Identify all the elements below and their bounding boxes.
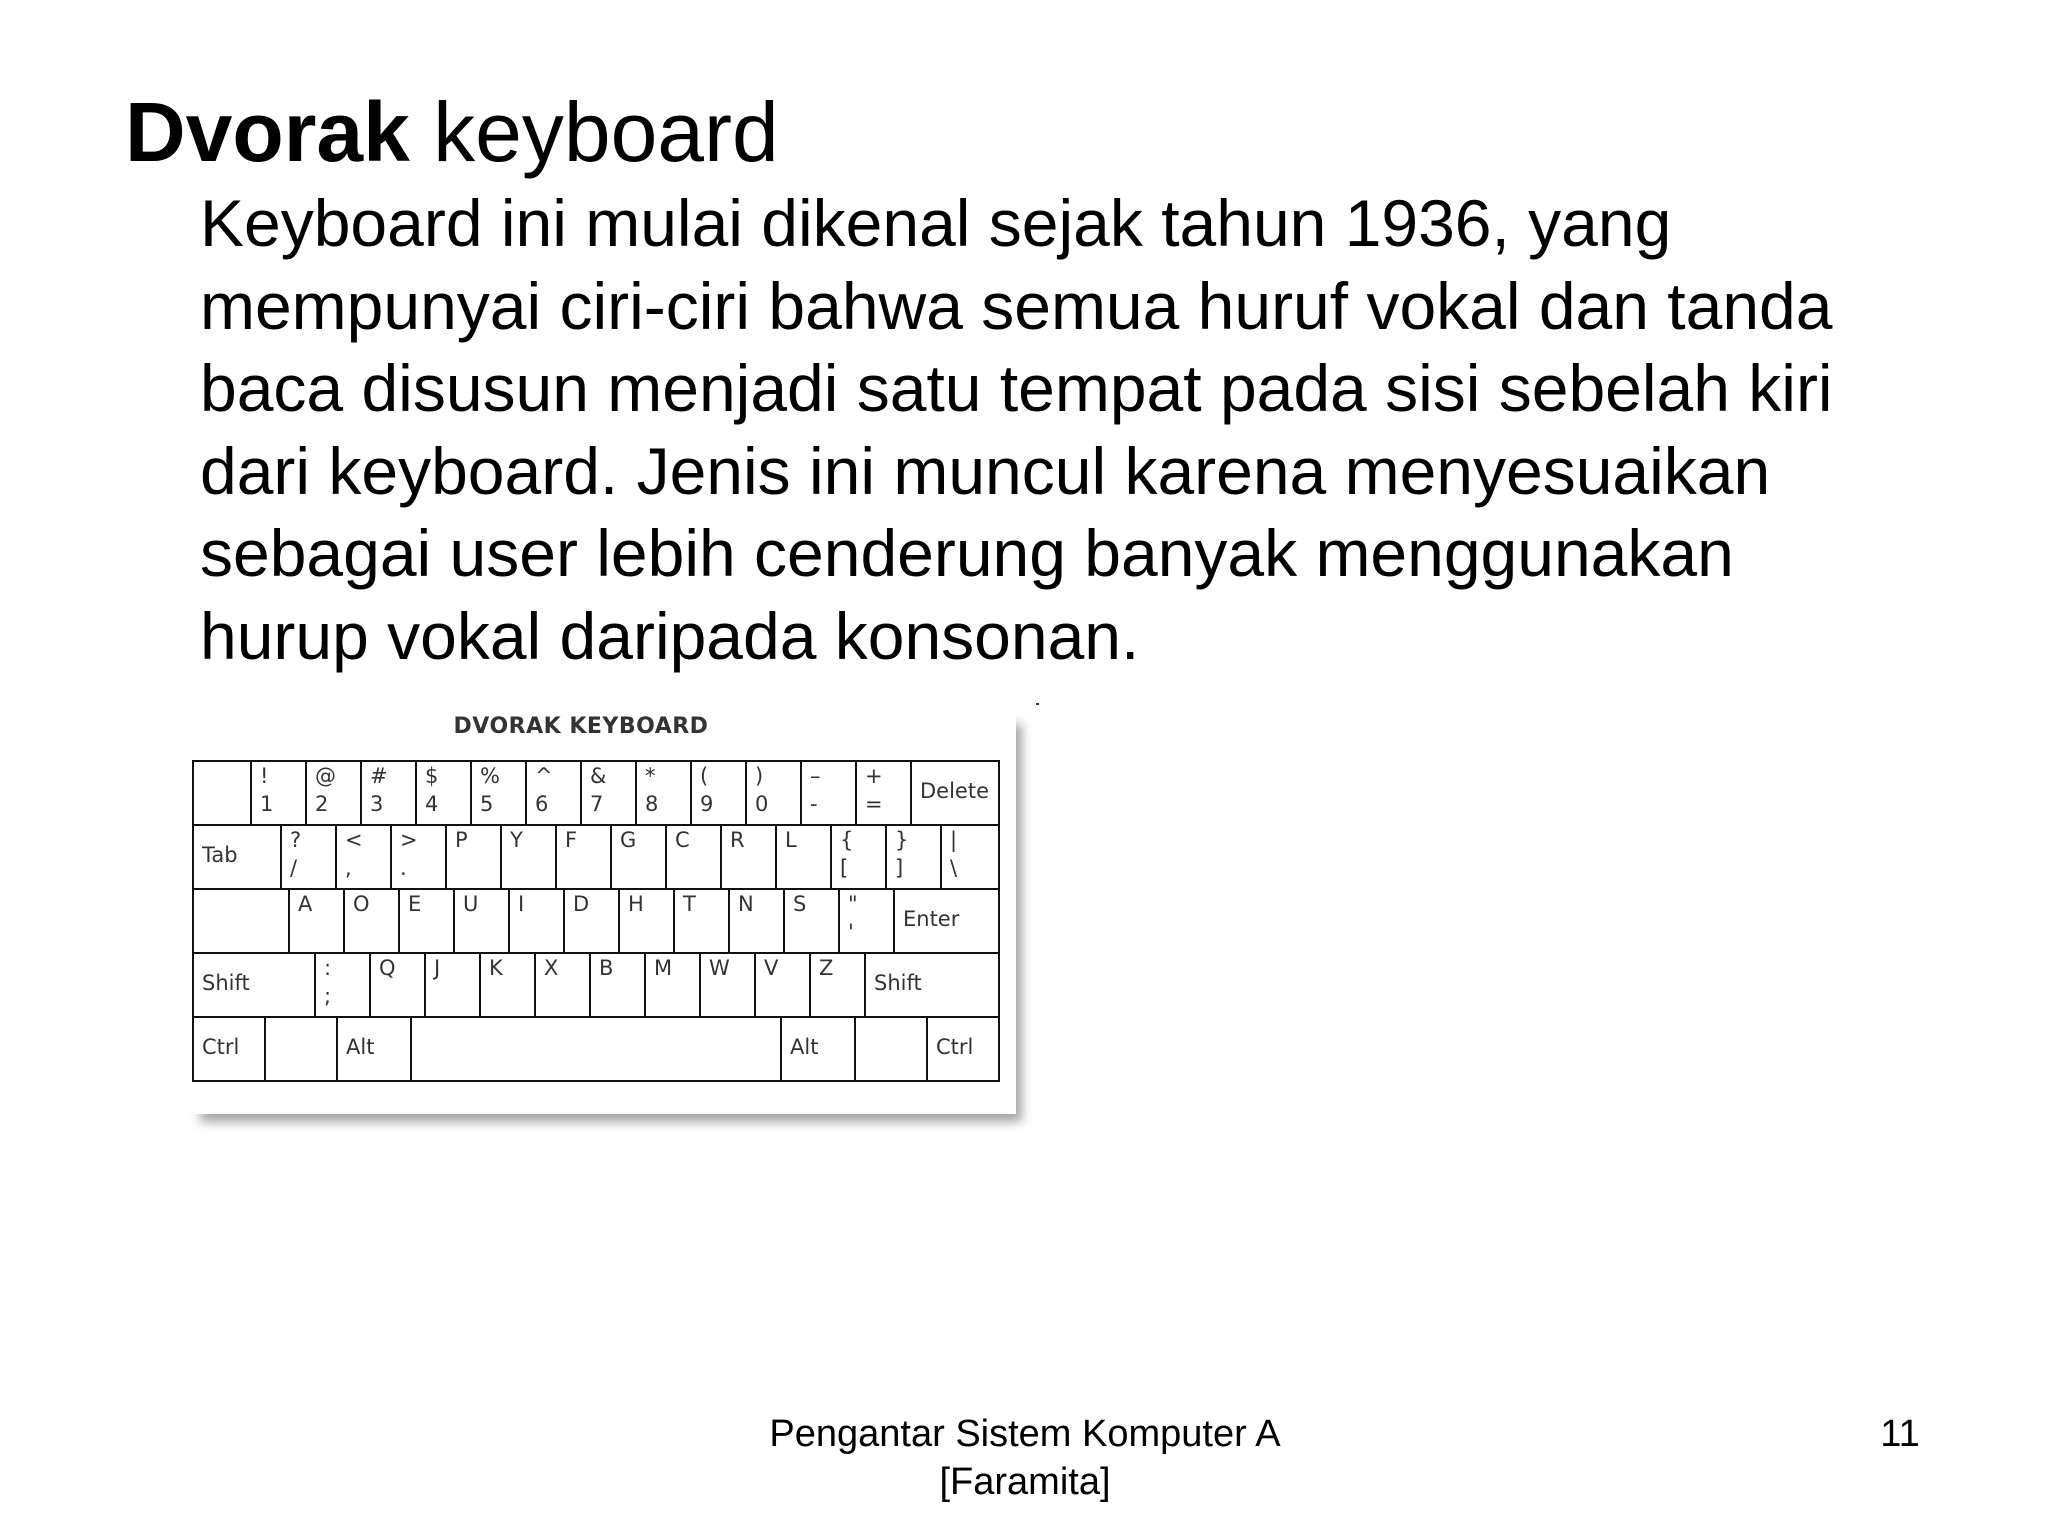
keyboard-key <box>675 890 730 952</box>
keyboard-image-title: DVORAK KEYBOARD <box>453 714 709 739</box>
keyboard-layout-grid <box>192 760 1000 1082</box>
keyboard-key <box>730 890 785 952</box>
key-upper-label: ^ <box>535 764 553 788</box>
key-upper-label: V <box>764 956 779 980</box>
body-line: hurup vokal daripada konsonan. <box>200 598 1140 673</box>
body-line: Keyboard ini mulai dikenal sejak tahun 1936, yang <box>200 186 1672 260</box>
keyboard-key <box>338 1018 412 1082</box>
key-upper-label: ? <box>290 828 302 852</box>
key-upper-label: I <box>518 892 525 916</box>
keyboard-key <box>777 826 832 888</box>
keyboard-image-frame <box>186 702 1016 1112</box>
keyboard-key <box>692 762 747 824</box>
keyboard-row <box>194 762 998 826</box>
body-line: baca disusun menjadi satu tempat pada sisi sebelah kiri <box>200 351 1833 425</box>
key-lower-label: 9 <box>700 792 714 816</box>
key-lower-label: . <box>400 856 407 880</box>
key-upper-label: W <box>709 956 730 980</box>
key-label: Delete <box>920 779 989 803</box>
key-upper-label: G <box>620 828 637 852</box>
keyboard-key <box>722 826 777 888</box>
key-upper-label: X <box>544 956 559 980</box>
keyboard-key <box>565 890 620 952</box>
key-label: Alt <box>346 1035 375 1059</box>
key-upper-label: F <box>565 828 578 852</box>
key-lower-label: 1 <box>260 792 274 816</box>
key-upper-label: | <box>950 828 958 852</box>
key-upper-label: { <box>840 828 854 852</box>
keyboard-key <box>392 826 447 888</box>
key-label: Ctrl <box>936 1035 974 1059</box>
key-upper-label: H <box>628 892 644 916</box>
keyboard-row <box>194 954 998 1018</box>
key-upper-label: # <box>370 764 388 788</box>
keyboard-key <box>455 890 510 952</box>
key-lower-label: - <box>810 792 818 816</box>
key-upper-label: P <box>455 828 468 852</box>
key-upper-label: R <box>730 828 745 852</box>
key-upper-label: M <box>654 956 673 980</box>
key-lower-label: 7 <box>590 792 604 816</box>
keyboard-key <box>756 954 811 1016</box>
keyboard-key <box>701 954 756 1016</box>
key-lower-label: , <box>345 856 352 880</box>
keyboard-key <box>371 954 426 1016</box>
dvorak-keyboard-image <box>186 702 1036 1122</box>
keyboard-row <box>194 1018 998 1082</box>
keyboard-key <box>447 826 502 888</box>
key-lower-label: \ <box>950 856 958 880</box>
keyboard-key <box>802 762 857 824</box>
key-label: Ctrl <box>202 1035 240 1059</box>
key-upper-label: E <box>408 892 422 916</box>
key-lower-label: ; <box>324 984 332 1008</box>
key-lower-label: 8 <box>645 792 659 816</box>
keyboard-key <box>840 890 895 952</box>
body-line: dari keyboard. Jenis ini muncul karena menyesuaikan <box>200 433 1771 508</box>
key-upper-label: @ <box>315 764 336 788</box>
footer-line: Pengantar Sistem Komputer A <box>769 1413 1281 1455</box>
key-upper-label: U <box>463 892 479 916</box>
slide-title-rest: keyboard <box>409 85 779 179</box>
key-upper-label: } <box>895 828 909 852</box>
keyboard-row <box>194 890 998 954</box>
keyboard-key <box>557 826 612 888</box>
key-lower-label: / <box>290 856 298 880</box>
keyboard-key <box>866 954 997 1016</box>
key-upper-label: L <box>785 828 797 852</box>
keyboard-key <box>400 890 455 952</box>
keyboard-key <box>316 954 371 1016</box>
slide-footer <box>720 1410 1330 1506</box>
key-lower-label: ] <box>895 856 904 880</box>
key-lower-label: = <box>865 792 883 816</box>
key-lower-label: 6 <box>535 792 549 816</box>
key-lower-label: 4 <box>425 792 439 816</box>
keyboard-key <box>194 954 316 1016</box>
keyboard-key <box>412 1018 782 1082</box>
key-upper-label: T <box>683 892 696 916</box>
key-label: Shift <box>874 971 922 995</box>
key-upper-label: ! <box>260 764 269 788</box>
key-upper-label: N <box>738 892 754 916</box>
key-upper-label: K <box>489 956 503 980</box>
key-upper-label: % <box>480 764 500 788</box>
key-label: Tab <box>202 843 238 867</box>
key-upper-label: * <box>645 764 656 788</box>
slide-title-bold: Dvorak <box>125 85 410 179</box>
keyboard-key <box>667 826 722 888</box>
keyboard-key <box>856 1018 928 1082</box>
keyboard-key <box>252 762 307 824</box>
key-lower-label: 5 <box>480 792 494 816</box>
keyboard-key <box>912 762 996 824</box>
keyboard-key <box>194 826 282 888</box>
keyboard-key <box>620 890 675 952</box>
key-upper-label: A <box>298 892 313 916</box>
keyboard-key <box>942 826 1004 888</box>
key-upper-label: D <box>573 892 590 916</box>
key-upper-label: : <box>324 956 332 980</box>
keyboard-key <box>502 826 557 888</box>
key-upper-label: C <box>675 828 690 852</box>
key-upper-label: & <box>590 764 607 788</box>
keyboard-key <box>307 762 362 824</box>
key-upper-label: Q <box>379 956 396 980</box>
keyboard-key <box>362 762 417 824</box>
keyboard-key <box>646 954 701 1016</box>
key-upper-label: – <box>810 764 821 788</box>
key-upper-label: < <box>345 828 363 852</box>
keyboard-key <box>282 826 337 888</box>
key-upper-label: > <box>400 828 418 852</box>
slide-title <box>125 84 779 180</box>
keyboard-key <box>591 954 646 1016</box>
key-upper-label: B <box>599 956 614 980</box>
keyboard-key <box>510 890 565 952</box>
key-lower-label: 0 <box>755 792 769 816</box>
keyboard-key <box>895 890 994 952</box>
key-upper-label: J <box>434 956 441 980</box>
key-upper-label: Y <box>510 828 523 852</box>
key-lower-label: [ <box>840 856 849 880</box>
keyboard-key <box>194 762 252 824</box>
keyboard-key <box>928 1018 998 1082</box>
keyboard-key <box>345 890 400 952</box>
key-label: Alt <box>790 1035 819 1059</box>
key-upper-label: S <box>793 892 807 916</box>
keyboard-key <box>747 762 802 824</box>
keyboard-key <box>811 954 866 1016</box>
key-label: Enter <box>903 907 960 931</box>
keyboard-key <box>887 826 942 888</box>
keyboard-key <box>536 954 591 1016</box>
keyboard-key <box>637 762 692 824</box>
key-upper-label: ) <box>755 764 764 788</box>
page-number: 11 <box>1880 1413 1920 1455</box>
keyboard-key <box>612 826 667 888</box>
keyboard-key <box>472 762 527 824</box>
keyboard-key <box>337 826 392 888</box>
key-label: Shift <box>202 971 250 995</box>
slide-body-text <box>200 182 1920 677</box>
body-line: mempunyai ciri-ciri bahwa semua huruf vokal dan tanda <box>200 268 1833 343</box>
keyboard-key <box>857 762 912 824</box>
key-lower-label: ' <box>848 920 854 944</box>
keyboard-key <box>194 890 290 952</box>
keyboard-key <box>417 762 472 824</box>
key-upper-label: + <box>865 764 883 788</box>
key-upper-label: " <box>848 892 858 916</box>
body-line: sebagai user lebih cenderung banyak menggunakan <box>200 516 1734 590</box>
keyboard-key <box>782 1018 856 1082</box>
key-upper-label: O <box>353 892 370 916</box>
keyboard-key <box>785 890 840 952</box>
keyboard-key <box>266 1018 338 1082</box>
keyboard-key <box>527 762 582 824</box>
keyboard-key <box>426 954 481 1016</box>
keyboard-key <box>832 826 887 888</box>
keyboard-row <box>194 826 998 890</box>
keyboard-key <box>481 954 536 1016</box>
key-upper-label: ( <box>700 764 709 788</box>
footer-line: [Faramita] <box>939 1461 1111 1503</box>
key-lower-label: 2 <box>315 792 329 816</box>
keyboard-key <box>582 762 637 824</box>
key-lower-label: 3 <box>370 792 384 816</box>
key-upper-label: Z <box>819 956 834 980</box>
keyboard-key <box>194 1018 266 1082</box>
key-upper-label: $ <box>425 764 439 788</box>
keyboard-key <box>290 890 345 952</box>
